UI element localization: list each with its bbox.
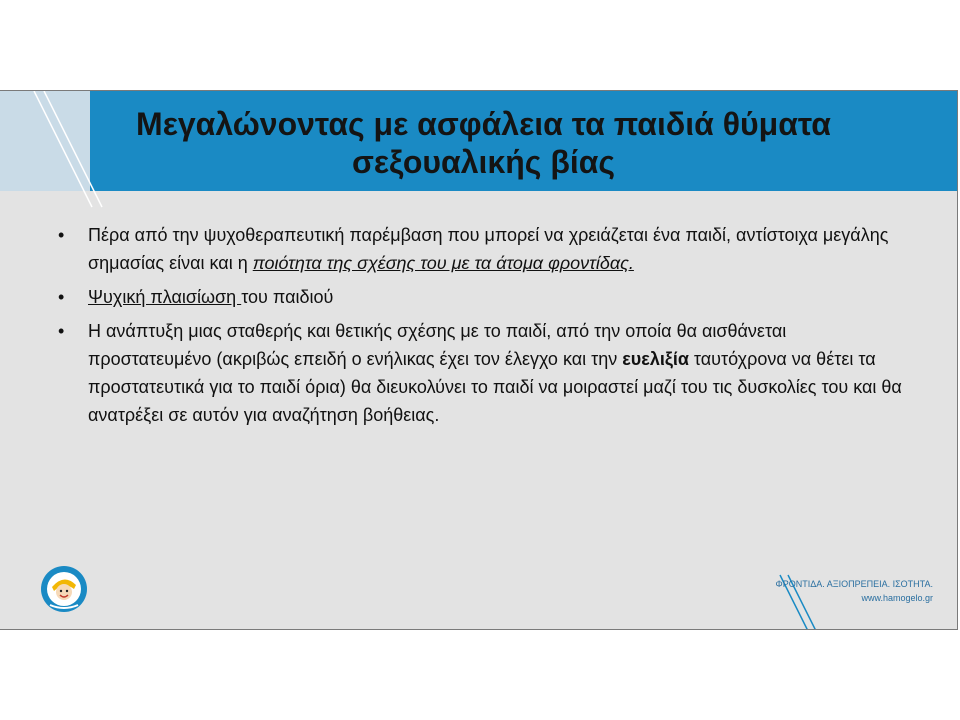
bullet-marker: • (58, 287, 65, 307)
footer-motto: ΦΡΟΝΤΙΔΑ. ΑΞΙΟΠΡΕΠΕΙΑ. ΙΣΟΤΗΤΑ. (775, 579, 933, 589)
bullet-marker: • (58, 225, 65, 245)
footer-url: www.hamogelo.gr (861, 593, 933, 603)
title-line-2: σεξουαλικής βίας (351, 144, 616, 180)
bullet-text: του παιδιού (241, 287, 334, 307)
bullet-text: ταυτόχρονα να θέτει τα προστατευτικά για το παιδί όρια) θα διευκολύνει το παιδί να μοιραστεί μαζί του τις δυσκολίες του και θα ανατρέξει σε αυτόν για αναζήτηση βοήθειας. (88, 349, 902, 425)
bullet-marker: • (58, 321, 65, 341)
slide-title (50, 105, 917, 181)
bullet-item (58, 317, 908, 429)
title-line-1: Μεγαλώνοντας με ασφάλεια τα παιδιά θύματα (136, 106, 831, 142)
bullet-bold: ευελιξία (622, 349, 689, 369)
bullet-item (58, 221, 908, 277)
bullet-emphasis: ποιότητα της σχέσης του με τα άτομα φροντίδας. (252, 253, 634, 273)
footer (776, 577, 933, 605)
bullet-list (58, 221, 908, 435)
bullet-item (58, 283, 908, 311)
slide (0, 90, 958, 630)
bullet-emphasis: Ψυχική πλαισίωση (88, 287, 242, 307)
smile-of-the-child-logo-icon (40, 565, 88, 613)
bullet-text: Πέρα από την ψυχοθεραπευτική παρέμβαση που μπορεί να χρειάζεται ένα παιδί, αντίστοιχα μεγάλης σημασίας είναι και η (88, 225, 889, 273)
bullet-text: Η ανάπτυξη μιας σταθερής και θετικής σχέσης με το παιδί, από την οποία θα αισθάνεται προστατευμένο (ακριβώς επειδή ο ενήλικας έχει τον έλεγχο και την (88, 321, 787, 369)
